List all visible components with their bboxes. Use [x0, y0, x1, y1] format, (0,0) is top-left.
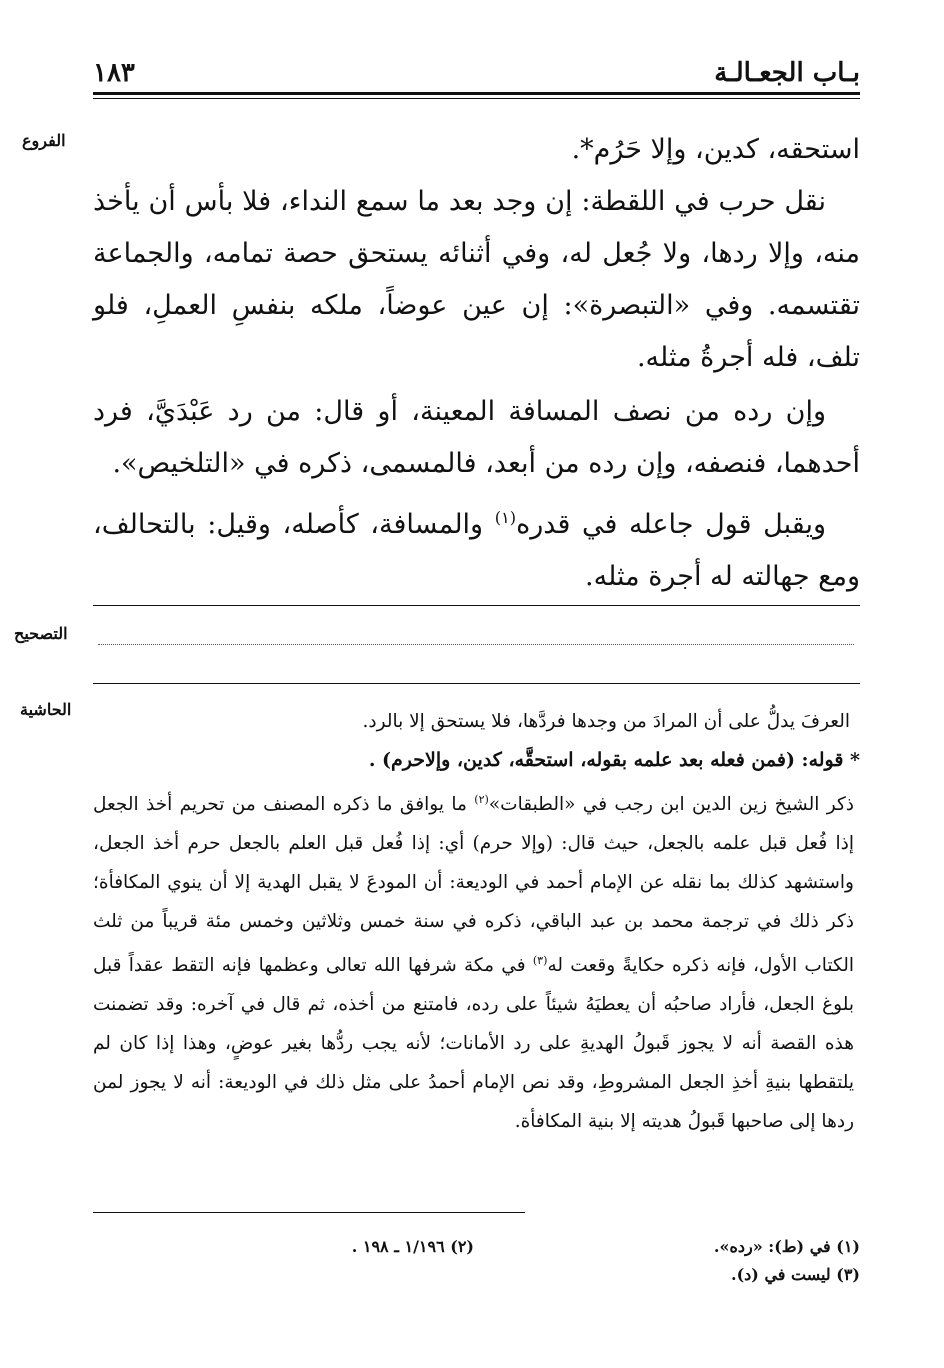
- section-rule-bottom: [93, 683, 860, 684]
- main-paragraph-3: وإن رده من نصف المسافة المعينة، أو قال: من رد عَبْدَيَّ، فرد أحدهما، فنصفه، وإن رده من أبعد، فالمسمى، ذكره في «التلخيص».: [93, 396, 860, 479]
- main-paragraph-4-start: ويقبل قول جاعله في قدره: [516, 509, 826, 540]
- footnote-3: (٣) ليست في (د).: [731, 1265, 860, 1284]
- side-label-furu: الفروع: [22, 131, 66, 150]
- main-paragraph-4: [93, 492, 860, 603]
- footnote-2: (٢) ١/١٩٦ ـ ١٩٨ .: [351, 1237, 474, 1256]
- footnote-1: (١) في (ط): «رده».: [713, 1237, 860, 1256]
- side-label-tashih: التصحيح: [14, 624, 68, 643]
- footnote-marker-2: (٢): [474, 793, 489, 806]
- hashiya-text: [93, 702, 860, 1141]
- hashiya-line-1: العرفَ يدلُّ على أن المرادَ من وجدها فردَّها، فلا يستحق إلا بالرد.: [362, 711, 850, 732]
- tashih-dotted-line: [98, 644, 854, 645]
- main-paragraph-4-end: والمسافة، كأصله، وقيل: بالتحالف، ومع جهالته له أجرة مثله.: [93, 509, 860, 592]
- hashiya-paragraph-end: في مكة شرفها الله تعالى وعظمها فإنه التقط عقداً قبل بلوغ الجعل، فأراد صاحبُه أن يعطيَهُ شيئاً على رده، فامتنع من أخذه، ثم قال في آخره: وقد تضمنت هذه القصة أنه لا يجوز قَبولُ الهديةِ على رد الأمانات؛ لأنه يجب ردُّها بغير عوضٍ، وهذا إذا كان لم يلتقطها بنيةِ أخذِ الجعل المشروطِ، وقد نص الإمام أحمدُ على مثل ذلك في الوديعة: أنه لا يجوز لمن ردها إلى صاحبها قَبولُ هديته إلا بنية المكافأة.: [93, 955, 854, 1133]
- main-paragraph-2: نقل حرب في اللقطة: إن وجد بعد ما سمع النداء، فلا بأس أن يأخذ منه، وإلا ردها، ولا جُعل له، وفي أثنائه يستحق حصة تمامه، والجماعة تقتسمه. وفي «التبصرة»: إن عين عوضاً، ملكه بنفسِ العملِ، فلو تلف، فله أجرةُ مثله.: [93, 186, 860, 373]
- main-paragraph-1: استحقه، كدين، وإلا حَرُم*.: [571, 134, 860, 165]
- hashiya-paragraph-middle: ما يوافق ما ذكره المصنف من تحريم أخذ الجعل إذا فُعل قبل علمه بالجعل، حيث قال: (وإلا حرم) أي: إذا فُعل قبل العلم بالجعل حرم أخذ الجعل، واستشهد كذلك بما نقله عن الإمام أحمد في الوديعة: أن المودعَ لا يقبل الهدية إلا أن ينوي المكافأة؛ ذكر ذلك في ترجمة محمد بن عبد الباقي، ذكره في سنة خمس وثلاثين وخمس مئة قريباً من ثلث الكتاب الأول، فإنه ذكره حكايةً وقعت له: [93, 794, 854, 977]
- footnote-rule: [93, 1212, 525, 1213]
- hashiya-paragraph-start: ذكر الشيخ زين الدين ابن رجب في «الطبقات»: [488, 794, 854, 816]
- main-text: [93, 124, 860, 603]
- footnote-marker-1: (١): [494, 508, 517, 527]
- header-rule: [93, 92, 860, 95]
- footnote-marker-3: (٣): [532, 954, 548, 968]
- hashiya-paragraph: [93, 780, 860, 1141]
- side-label-hashiya: الحاشية: [20, 700, 72, 719]
- page-number: ١٨٣: [93, 58, 135, 88]
- hashiya-bold-line: * قوله: (فمن فعله بعد علمه بقوله، استحقَّه، كدين، وإلاحرم) .: [368, 749, 860, 771]
- header-rule-thin: [93, 98, 860, 99]
- chapter-title: بـاب الجعـالـة: [714, 58, 860, 88]
- section-rule-top: [93, 605, 860, 606]
